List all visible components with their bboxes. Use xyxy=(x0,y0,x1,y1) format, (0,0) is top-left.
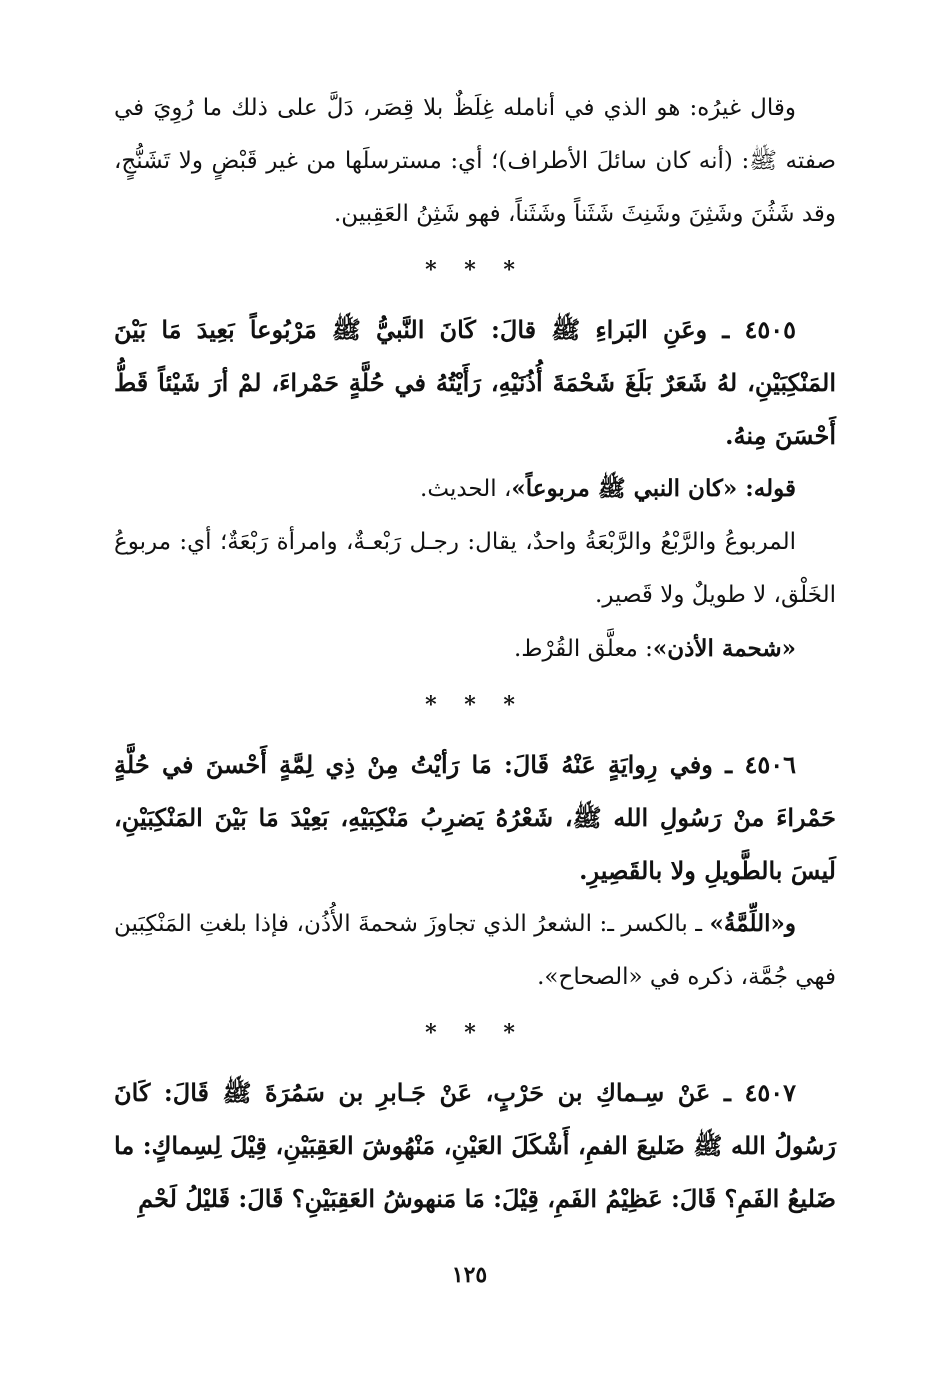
commentary-text: ، الحديث. xyxy=(420,476,512,502)
hadith-4505: ٤٥٠٥ ـ وعَنِ البَراءِ ﷺ قالَ: كَانَ النَّبيُّ ﷺ مَرْبُوعاً بَعِيدَ مَا بَيْنَ المَنْكِبَيْنِ، لهُ شَعَرٌ بَلَغَ شَحْمَةَ أُذُنَيْهِ، رَأَيْتُهُ في حُلَّةٍ حَمْراءَ، لمْ أرَ شَيْئاً قَطُّ أَحْسَنَ مِنهُ. xyxy=(114,315,836,450)
page-number: ١٢٥ xyxy=(451,1262,488,1288)
commentary-paragraph-3: المربوعُ والرَّبْعُ والرَّبْعَةُ واحدٌ، يقال: رجـل رَبْعـةٌ، وامرأة رَبْعَةٌ؛ أي: مربوعُ الخَلْق، لا طويلٌ ولا قَصير. xyxy=(114,529,836,608)
quoted-term: قوله: «كان النبي ﷺ مربوعاً» xyxy=(511,475,796,502)
commentary-text: : معلَّق القُرْط. xyxy=(513,636,653,662)
quoted-term: «شحمة الأذن» xyxy=(652,635,796,662)
commentary-paragraph-4 xyxy=(114,622,836,676)
section-separator-2: * * * xyxy=(425,692,525,718)
hadith-4507: ٤٥٠٧ ـ عَنْ سِـماكِ بن حَرْبٍ، عَنْ جَـابرِ بن سَمُرَةَ ﷺ قَالَ: كَانَ رَسُولُ الله ﷺ ضَليعَ الفمِ، أَشْكَلَ العَيْنِ، مَنْهُوشَ العَقِبَيْنِ، قِيْلَ لِسِماكٍ: ما ضَليعُ الفَمِ؟ قَالَ: عَظِيْمُ الفَمِ، قِيْلَ: مَا مَنهوشُ العَقِبَيْنِ؟ قَالَ: قَليْلُ لَحْمِ xyxy=(114,1078,836,1213)
section-separator-3: * * * xyxy=(425,1020,525,1046)
section-separator-1: * * * xyxy=(425,257,525,283)
commentary-text: ـ بالكسر ـ: الشعرُ الذي تجاوزَ شحمةَ الأُذُن، فإذا بلغتِ المَنْكِبَين فهي جُمَّة، ذكره في «الصحاح». xyxy=(114,911,836,990)
commentary-paragraph-5 xyxy=(114,897,836,1004)
commentary-paragraph-2 xyxy=(114,462,836,516)
quoted-term: و«اللِّمَّةُ» xyxy=(709,910,796,937)
hadith-4506: ٤٥٠٦ ـ وفي رِوايَةٍ عَنْهُ قَالَ: مَا رَأيْتُ مِنْ ذِي لِمَّةٍ أَحْسنَ في حُلَّةٍ حَمْراءَ منْ رَسُولِ الله ﷺ، شَعْرُهُ يَضرِبُ مَنْكِبَيْهِ، بَعِيْدَ مَا بَيْنَ المَنْكِبَيْنِ، لَيسَ بالطَّويلِ ولا بالقَصِيرِ. xyxy=(114,750,836,885)
page-body xyxy=(114,82,836,1225)
commentary-paragraph-1: وقال غيرُه: هو الذي في أنامله غِلَظٌ بلا قِصَر، دَلَّ على ذلك ما رُوِيَ في صفته ﷺ: (أنه كان سائلَ الأطراف)؛ أي: مسترسلَها من غير قَبْضٍ ولا تَشَنُّجٍ، وقد شَثُنَ وشَثِنَ وشَنِثَ شَثَناً وشَثَناً، فهو شَثِنُ العَقِبين. xyxy=(114,95,836,227)
